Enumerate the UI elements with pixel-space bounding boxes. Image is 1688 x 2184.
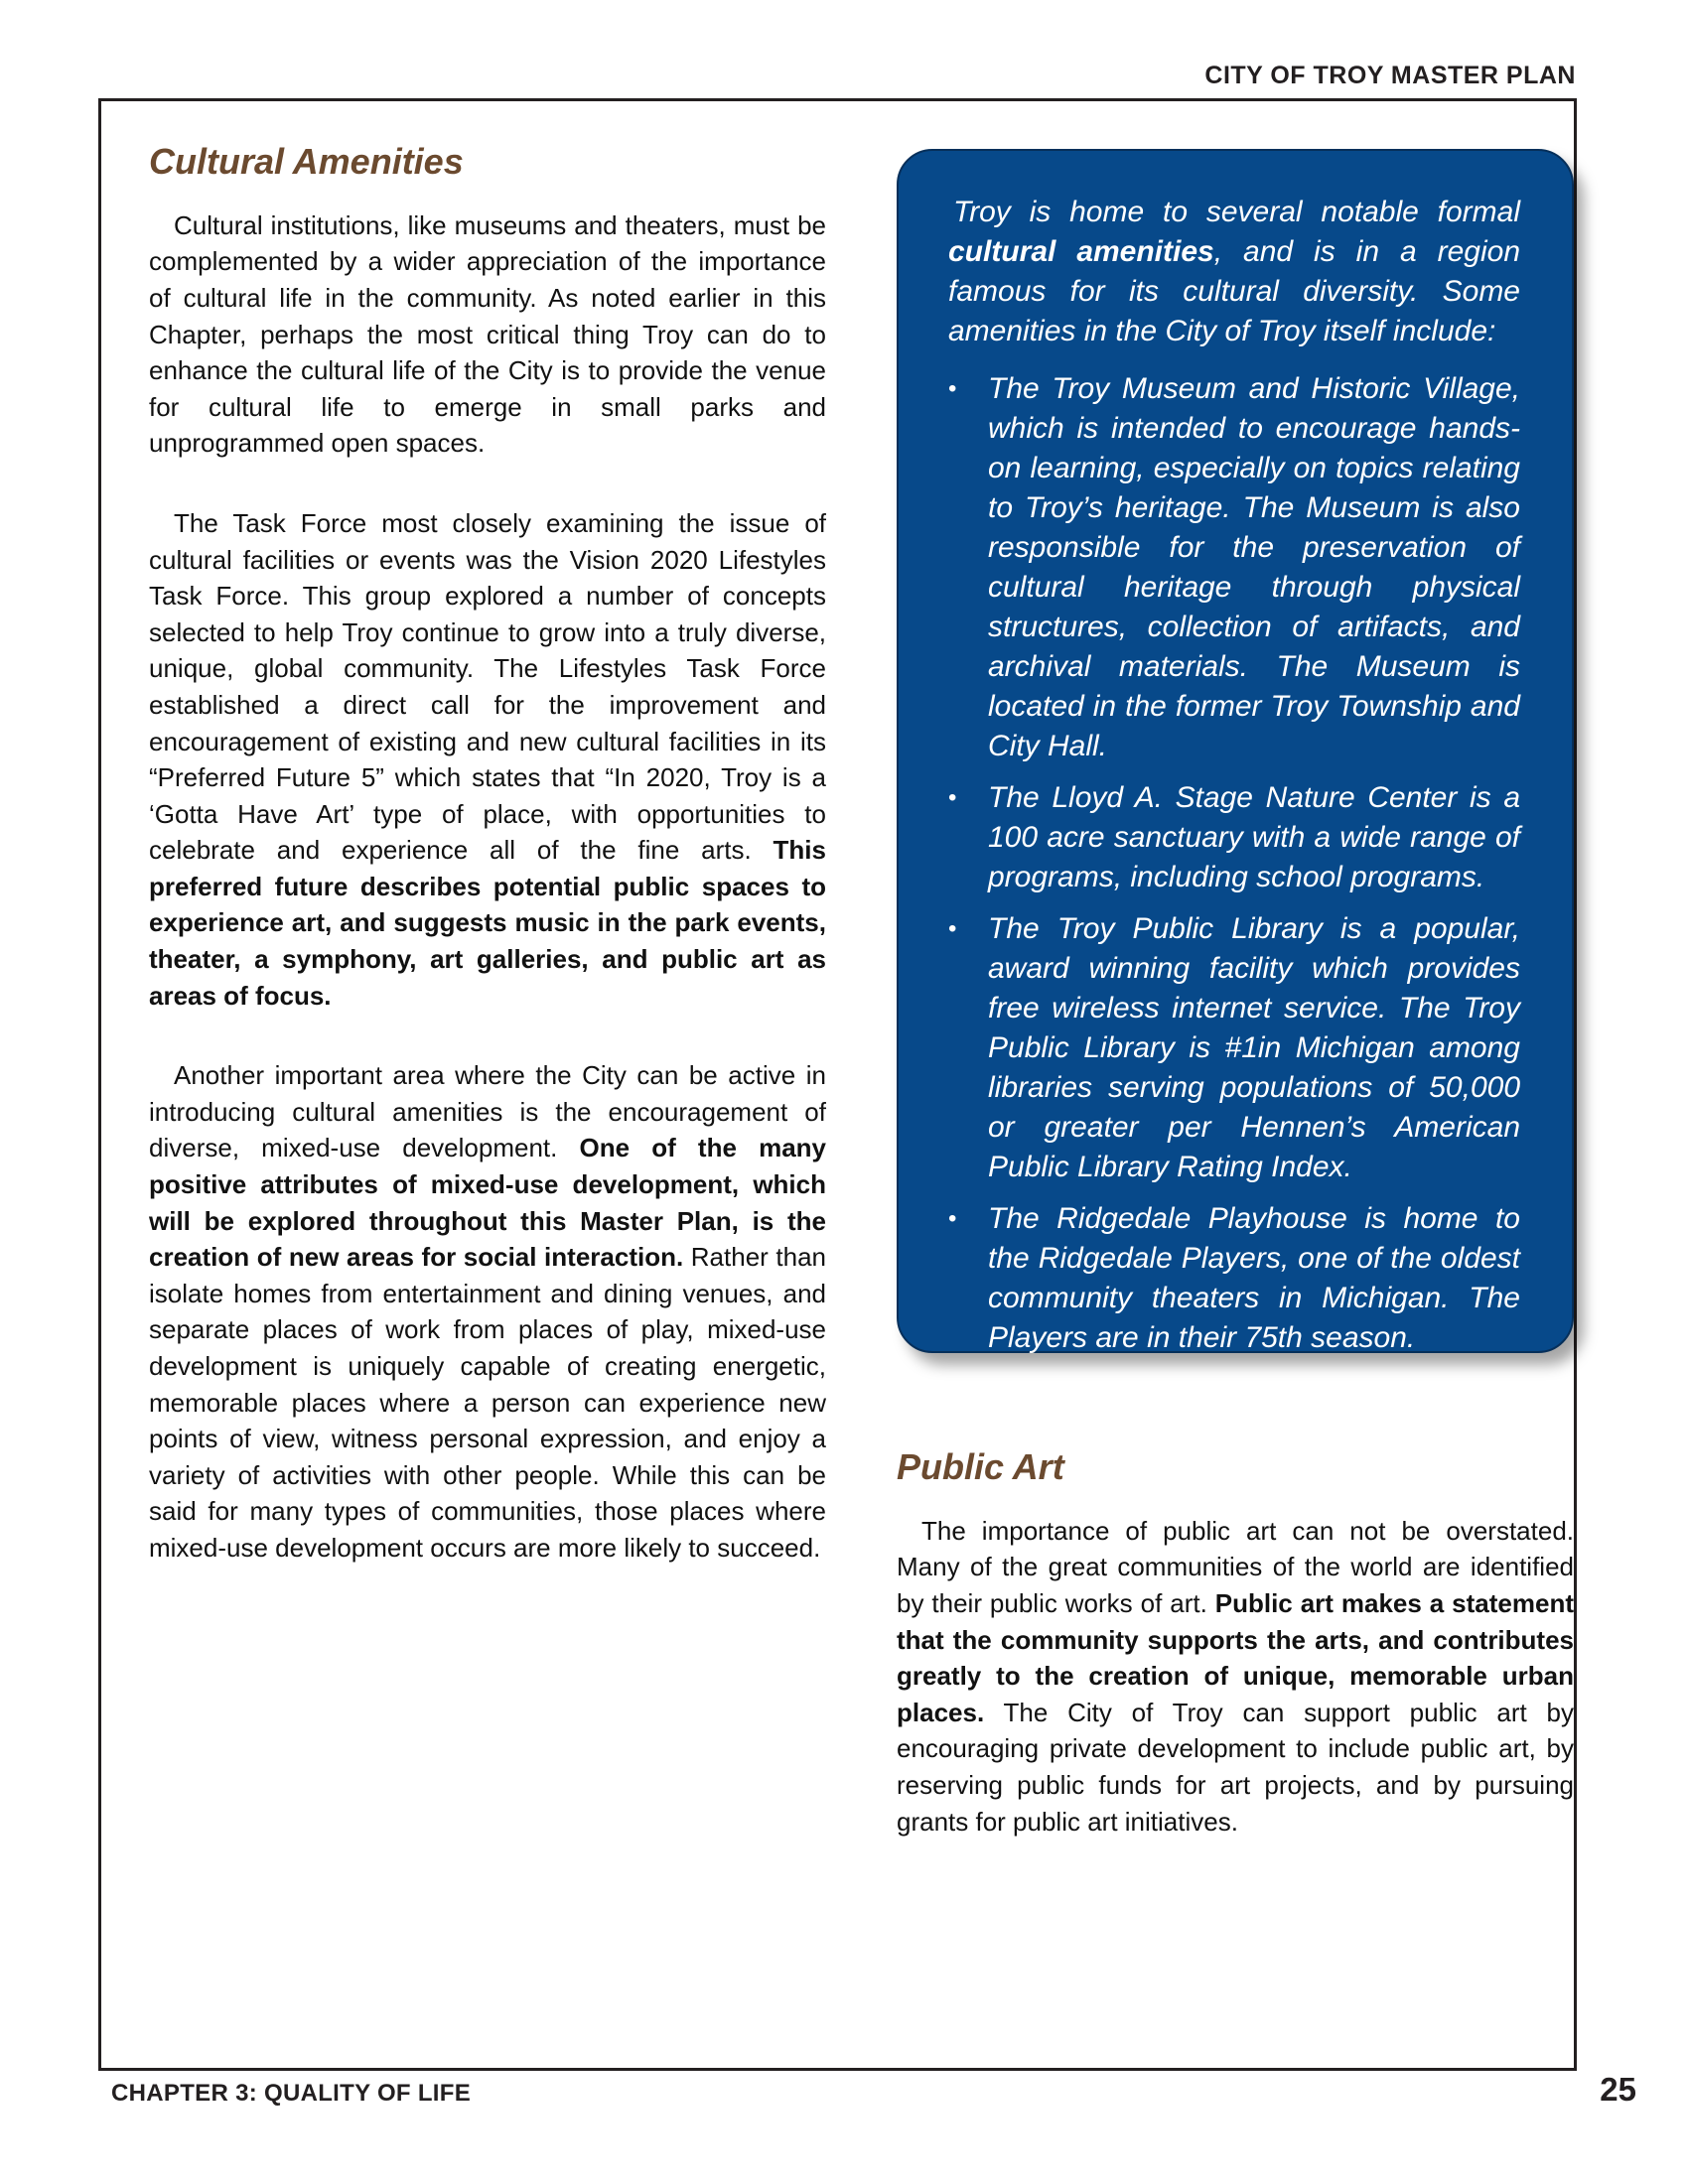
public-art-paragraph	[897, 1513, 1574, 1840]
paragraph-2-text: The Task Force most closely examining the issue of cultural facilities or events was the Vision 2020 Lifestyles Task Force. This group explored a number of concepts selected to help Troy continue to grow into a truly diverse, unique, global community. The Lifestyles Task Force established a direct call for the improvement and encouragement of existing and new cultural facilities in its “Preferred Future 5” which states that “In 2020, Troy is a ‘Gotta Have Art’ type of place, with opportunities to celebrate and experience all of the fine arts.	[149, 507, 826, 866]
callout-intro-emphasis: cultural amenities	[948, 235, 1214, 268]
public-art-emphasis: Public art makes a statement that the community supports the arts, and contributes greatly to the creation of unique, memorable urban places.	[897, 1587, 1574, 1727]
list-item-text: The Ridgedale Playhouse is home to the Ridgedale Players, one of the oldest community theaters in Michigan. The Players are in their 75th season.	[988, 1202, 1520, 1354]
public-art-text-end: The City of Troy can support public art by encouraging private development to include public art, by reserving public funds for art projects, and by pursuing grants for public art initiatives.	[897, 1697, 1574, 1837]
callout-intro-text-end: , and is in a region famous for its cultural diversity. Some amenities in the City of Troy itself include:	[948, 235, 1520, 347]
list-item	[948, 909, 1520, 1187]
paragraph-3-text: Another important area where the City can be active in introducing cultural amenities is the encouragement of diverse, mixed-use development.	[149, 1060, 826, 1163]
list-item-text: The Lloyd A. Stage Nature Center is a 100 acre sanctuary with a wide range of programs, including school programs.	[988, 781, 1520, 893]
public-art-heading: Public Art	[897, 1446, 1064, 1487]
bullet-icon: •	[948, 915, 957, 942]
paragraph-3-text-end: Rather than isolate homes from entertainment and dining venues, and separate places of work from places of play, mixed-use development is uniquely capable of creating energetic, memorable places where a person can experience new points of view, witness personal expression, and enjoy a variety of activities with other people. While this can be said for many types of communities, those places where mixed-use development occurs are more likely to succeed.	[149, 1242, 827, 1563]
bullet-icon: •	[948, 375, 957, 402]
list-item-text: The Troy Public Library is a popular, award winning facility which provides free wireless internet service. The Troy Public Library is #1in Michigan among libraries serving populations of 50,000 or greater per Hennen’s American Public Library Rating Index.	[988, 912, 1520, 1183]
page-number: 25	[1600, 2071, 1636, 2108]
callout-intro	[948, 193, 1520, 351]
amenities-list	[948, 369, 1520, 1358]
bullet-icon: •	[948, 1205, 957, 1232]
public-art-section	[897, 1444, 1574, 1883]
bullet-icon: •	[948, 784, 957, 811]
cultural-amenities-paragraph-2	[149, 505, 826, 1014]
list-item	[948, 778, 1520, 897]
list-item-text: The Troy Museum and Historic Village, which is intended to encourage hands-on learning, especially on topics relating to Troy’s heritage. The Museum is also responsible for the preservation of cultural heritage through physical structures, collection of artifacts, and archival materials. The Museum is located in the former Troy Township and City Hall.	[988, 372, 1520, 762]
cultural-amenities-heading: Cultural Amenities	[149, 141, 464, 182]
list-item	[948, 369, 1520, 766]
paragraph-2-emphasis: This preferred future describes potential public spaces to experience art, and suggests music in the park events, theater, a symphony, art galleries, and public art as areas of focus.	[149, 835, 826, 1011]
cultural-amenities-section	[149, 139, 826, 1610]
footer-chapter-title: CHAPTER 3: QUALITY OF LIFE	[111, 2080, 472, 2107]
public-art-text: The importance of public art can not be overstated. Many of the great communities of the world are identified by their public works of art.	[897, 1515, 1574, 1618]
cultural-amenities-paragraph-3	[149, 1057, 826, 1566]
running-head-title: CITY OF TROY MASTER PLAN	[1204, 62, 1576, 89]
cultural-amenities-callout-box	[897, 149, 1574, 1353]
list-item	[948, 1199, 1520, 1358]
paragraph-3-emphasis: One of the many positive attributes of mixed-use development, which will be explored throughout this Master Plan, is the creation of new areas for social interaction.	[149, 1133, 827, 1273]
cultural-amenities-paragraph-1: Cultural institutions, like museums and theaters, must be complemented by a wider appreciation of the importance of cultural life in the community. As noted earlier in this Chapter, perhaps the most critical thing Troy can do to enhance the cultural life of the City is to provide the venue for cultural life to emerge in small parks and unprogrammed open spaces.	[149, 209, 826, 459]
callout-intro-text: Troy is home to several notable formal	[953, 196, 1520, 228]
